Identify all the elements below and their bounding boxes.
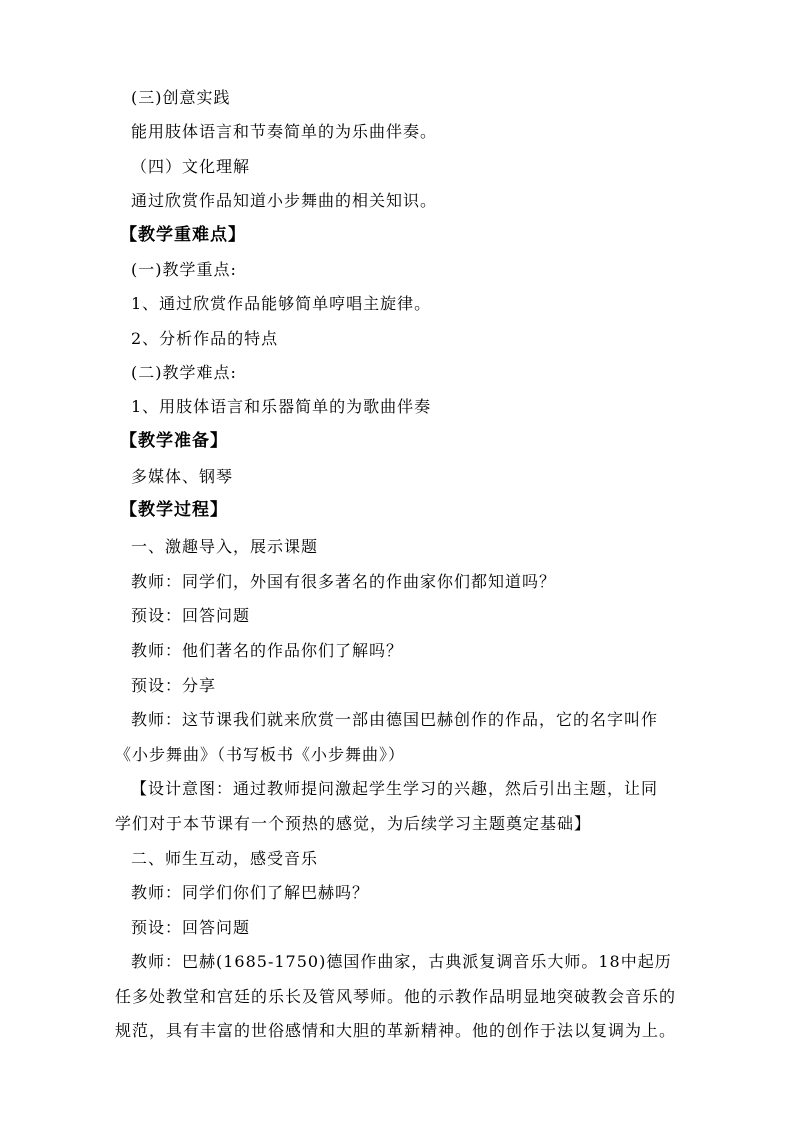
dialogue-line: 预设：回答问题 bbox=[131, 606, 251, 625]
heading-teaching-preparation: 【教学准备】 bbox=[120, 431, 228, 451]
heading-key-difficult-points: 【教学重难点】 bbox=[120, 225, 246, 245]
dialogue-line-continued: 规范，具有丰富的世俗感情和大胆的革新精神。他的创作于法以复调为上。 bbox=[115, 1021, 677, 1040]
dialogue-line-continued: 任多处教堂和宫廷的乐长及管风琴师。他的示教作品明显地突破教会音乐的 bbox=[115, 987, 677, 1006]
design-intent-note-continued: 学们对于本节课有一个预热的感觉，为后续学习主题奠定基础】 bbox=[115, 814, 592, 833]
dialogue-line: 预设：分享 bbox=[131, 676, 217, 695]
list-item: 2、分析作品的特点 bbox=[131, 329, 279, 348]
dialogue-line: 预设：回答问题 bbox=[131, 918, 251, 937]
dialogue-line: 教师：同学们你们了解巴赫吗？ bbox=[131, 883, 370, 902]
dialogue-line: 教师：同学们，外国有很多著名的作曲家你们都知道吗？ bbox=[131, 572, 557, 591]
paragraph-text: 通过欣赏作品知道小步舞曲的相关知识。 bbox=[131, 191, 438, 210]
subheading-key-points: (一)教学重点: bbox=[131, 260, 237, 279]
dialogue-line-continued: 《小步舞曲》（书写板书《小步舞曲》） bbox=[115, 745, 406, 764]
paragraph-text: 多媒体、钢琴 bbox=[131, 467, 234, 486]
heading-teaching-process: 【教学过程】 bbox=[120, 500, 228, 520]
list-item: 1、通过欣赏作品能够简单哼唱主旋律。 bbox=[131, 294, 432, 313]
dialogue-line: 教师：他们著名的作品你们了解吗？ bbox=[131, 641, 404, 660]
subheading-difficult-points: (二)教学难点: bbox=[131, 363, 237, 382]
list-item: 1、用肢体语言和乐器简单的为歌曲伴奏 bbox=[131, 397, 432, 416]
section-heading-cultural-understanding: （四）文化理解 bbox=[131, 157, 251, 176]
section-heading-introduction: 一、激趣导入，展示课题 bbox=[131, 537, 319, 556]
dialogue-line: 教师：这节课我们就来欣赏一部由德国巴赫创作的作品，它的名字叫作 bbox=[131, 710, 659, 729]
dialogue-line: 教师：巴赫(1685-1750)德国作曲家，古典派复调音乐大师。18中起历 bbox=[131, 952, 672, 971]
section-heading-creative-practice: (三)创意实践 bbox=[131, 88, 231, 107]
design-intent-note: 【设计意图：通过教师提问激起学生学习的兴趣，然后引出主题，让同 bbox=[131, 779, 659, 798]
paragraph-text: 能用肢体语言和节奏简单的为乐曲伴奏。 bbox=[131, 122, 438, 141]
section-heading-interaction: 二、师生互动，感受音乐 bbox=[131, 849, 319, 868]
